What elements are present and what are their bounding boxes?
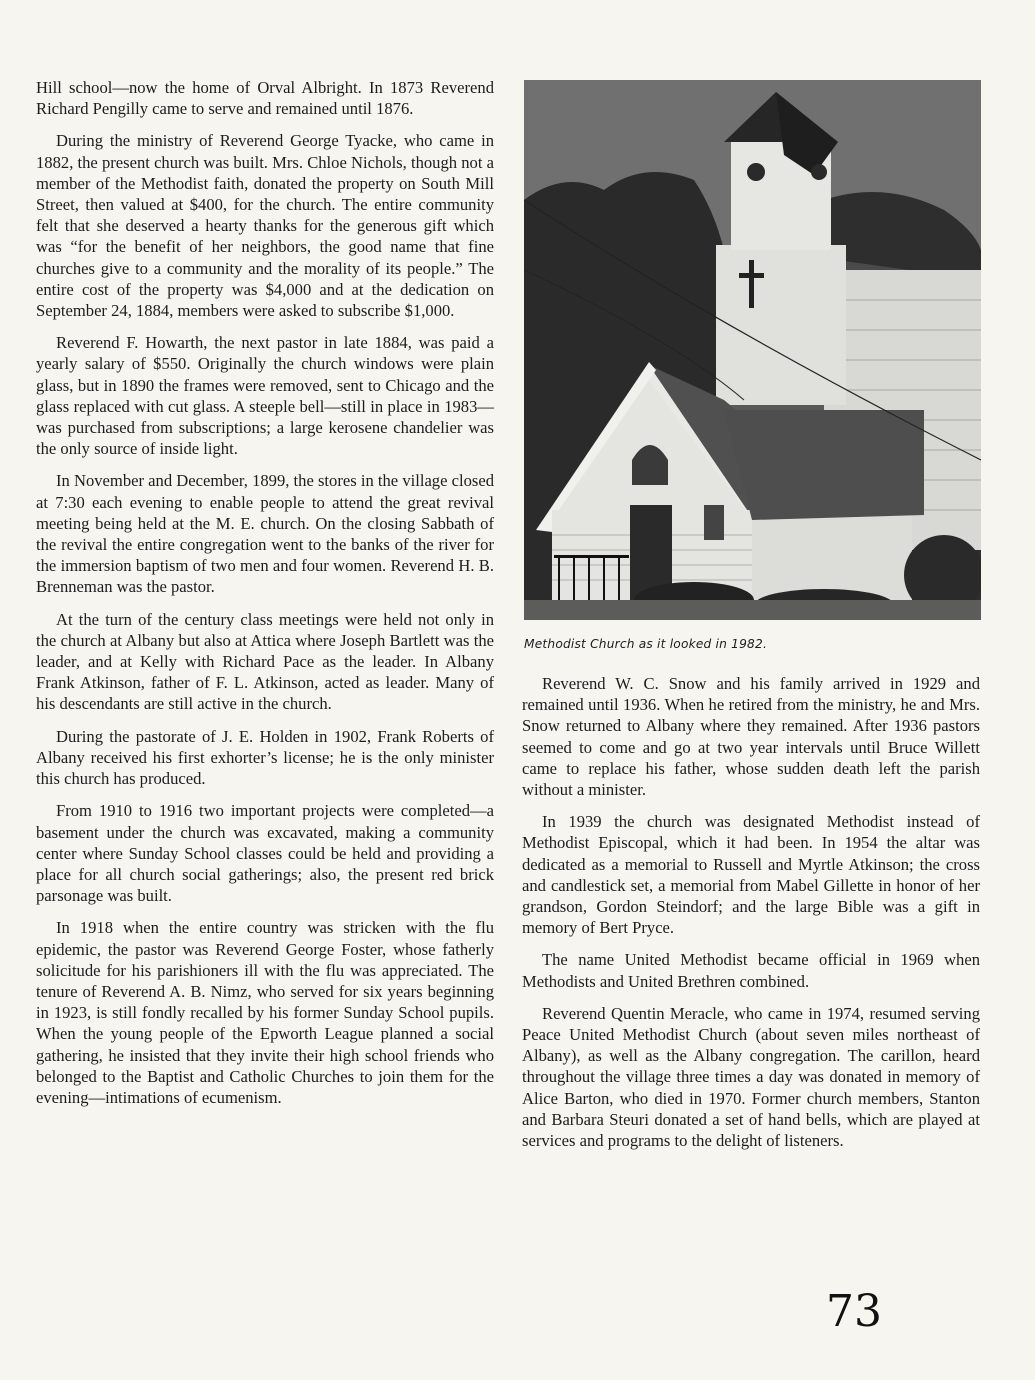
paragraph: During the pastorate of J. E. Holden in 1902, Frank Roberts of Albany received his first exhorter’s license; he is the only minister this church has produced.: [36, 726, 494, 789]
paragraph: At the turn of the century class meetings were held not only in the church at Albany but also at Attica where Joseph Bartlett was the leader, and at Kelly with Richard Pace as the leader. In Albany Frank Atkinson, father of F. L. Atkinson, acted as leader. Many of his descendants are still active in the church.: [36, 609, 494, 714]
page-number: 73: [826, 1286, 882, 1337]
left-text-column: [36, 77, 494, 1119]
paragraph: During the ministry of Reverend George Tyacke, who came in 1882, the present church was built. Mrs. Chloe Nichols, though not a member of the Methodist faith, donated the property on South Mill Street, then valued at $400, for the church. The entire community felt that she deserved a hearty thanks for the generous gift which was “for the benefit of her neighbors, the good name that fine churches give to a community and the morality of its people.” The entire cost of the property was $4,000 and at the dedication on September 24, 1884, members were asked to subscribe $1,000.: [36, 131, 494, 321]
photo-caption: Methodist Church as it looked in 1982.: [524, 637, 768, 651]
right-text-column: [522, 673, 980, 1162]
paragraph: The name United Methodist became official in 1969 when Methodists and United Brethren combined.: [522, 950, 980, 991]
paragraph: Reverend Quentin Meracle, who came in 1974, resumed serving Peace United Methodist Church (about seven miles northeast of Albany), as well as the Albany congregation. The carillon, heard throughout the village three times a day was donated in memory of Alice Barton, who died in 1970. Former church members, Stanton and Barbara Steuri donated a set of hand bells, which are played at services and programs to the delight of listeners.: [522, 1003, 980, 1151]
paragraph: In 1939 the church was designated Methodist instead of Methodist Episcopal, which it had been. In 1954 the altar was dedicated as a memorial to Russell and Myrtle Atkinson; the cross and candlestick set, a memorial from Mabel Gillette in honor of her grandson, Gordon Steindorf; and the large Bible was a gift in memory of Bert Pryce.: [522, 812, 980, 938]
paragraph: Reverend F. Howarth, the next pastor in late 1884, was paid a yearly salary of $550. Originally the church windows were plain glass, but in 1890 the frames were removed, sent to Chicago and the glass replaced with cut glass. A steeple bell—still in place in 1983—was purchased from subscriptions; a large kerosene chandelier was the only source of inside light.: [36, 333, 494, 459]
paragraph: Hill school—now the home of Orval Albright. In 1873 Reverend Richard Pengilly came to serve and remained until 1876.: [36, 78, 494, 119]
paragraph: In 1918 when the entire country was stricken with the flu epidemic, the pastor was Reverend George Foster, whose fatherly solicitude for his parishioners ill with the flu was appreciated. The tenure of Reverend A. B. Nimz, who served for six years beginning in 1923, is still fondly recalled by his former Sunday School pupils. When the young people of the Epworth League planned a social gathering, he insisted that they invite their high school friends who belonged to the Baptist and Catholic Churches to join them for the evening—intimations of ecumenism.: [36, 918, 494, 1107]
paragraph: In November and December, 1899, the stores in the village closed at 7:30 each evening to enable people to attend the great revival meeting being held at the M. E. church. On the closing Sabbath of the revival the entire congregation went to the banks of the river for the immersion baptism of two men and four women. Reverend H. B. Brenneman was the pastor.: [36, 471, 495, 597]
paragraph: Reverend W. C. Snow and his family arrived in 1929 and remained until 1936. When he retired from the ministry, he and Mrs. Snow returned to Albany where they remained. After 1936 pastors seemed to come and go at two year intervals until Bruce Willett came to replace his father, whose sudden death left the parish without a minister.: [522, 674, 980, 800]
paragraph: From 1910 to 1916 two important projects were completed—a basement under the church was excavated, making a community center where Sunday School classes could be held and providing a place for all church social gatherings; also, the present red brick parsonage was built.: [36, 801, 494, 906]
church-photo: [524, 80, 981, 620]
